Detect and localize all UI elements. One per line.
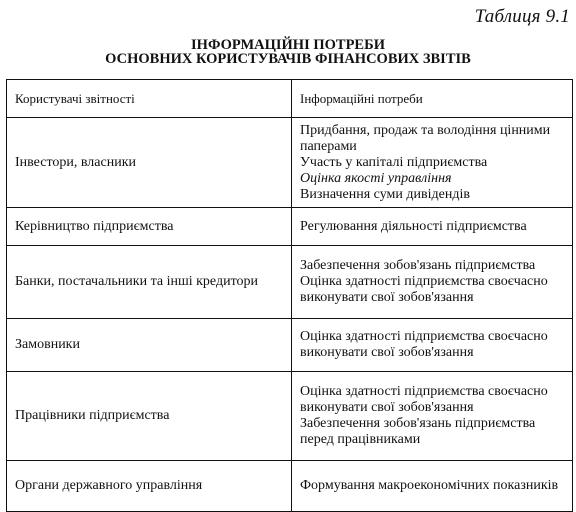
need-item: Придбання, продаж та володіння цінними паперами: [300, 122, 551, 154]
need-item: Участь у капіталі підприємства: [300, 154, 488, 170]
need-item: Оцінка якості управління: [300, 170, 452, 186]
row-needs: [292, 246, 573, 319]
need-item: Оцінка здатності підприємства своєчасно виконувати свої зобов'язання: [300, 274, 548, 305]
need-item: Регулювання діяльності підприємства: [300, 218, 527, 234]
need-item: Формування макроекономічних показників: [300, 478, 559, 493]
table-row: [7, 246, 573, 319]
table-row: [7, 461, 573, 512]
need-item: Визначення суми дивідендів: [300, 186, 470, 202]
need-item: Оцінка здатності підприємства своєчасно виконувати свої зобов'язання: [300, 329, 548, 360]
need-item: Забезпечення зобов'язань підприємства перед працівниками: [300, 416, 536, 447]
header-needs: Інформаційні потреби: [292, 80, 573, 118]
row-needs: [292, 372, 573, 461]
row-needs: [292, 319, 573, 372]
table-row: [7, 208, 573, 246]
row-needs: [292, 118, 573, 208]
header-users: Користувачі звітності: [7, 80, 292, 118]
need-item: Оцінка здатності підприємства своєчасно виконувати свої зобов'язання: [300, 384, 548, 415]
row-user: Інвестори, власники: [7, 118, 292, 208]
table-header-row: [7, 80, 573, 118]
row-needs: [292, 461, 573, 512]
row-user: Органи державного управління: [7, 461, 292, 512]
row-user: Замовники: [7, 319, 292, 372]
information-needs-table: [6, 79, 573, 512]
row-user: Банки, постачальники та інші кредитори: [7, 246, 292, 319]
table-title-line-1: ІНФОРМАЦІЙНІ ПОТРЕБИ: [191, 37, 385, 53]
row-needs: [292, 208, 573, 246]
table-title-line-2: ОСНОВНИХ КОРИСТУВАЧІВ ФІНАНСОВИХ ЗВІТІВ: [105, 51, 471, 67]
table-row: [7, 372, 573, 461]
table-row: [7, 319, 573, 372]
table-caption: Таблиця 9.1: [474, 6, 570, 27]
row-user: Працівники підприємства: [7, 372, 292, 461]
row-user: Керівництво підприємства: [7, 208, 292, 246]
need-item: Забезпечення зобов'язань підприємства: [300, 258, 536, 273]
table-row: [7, 118, 573, 208]
